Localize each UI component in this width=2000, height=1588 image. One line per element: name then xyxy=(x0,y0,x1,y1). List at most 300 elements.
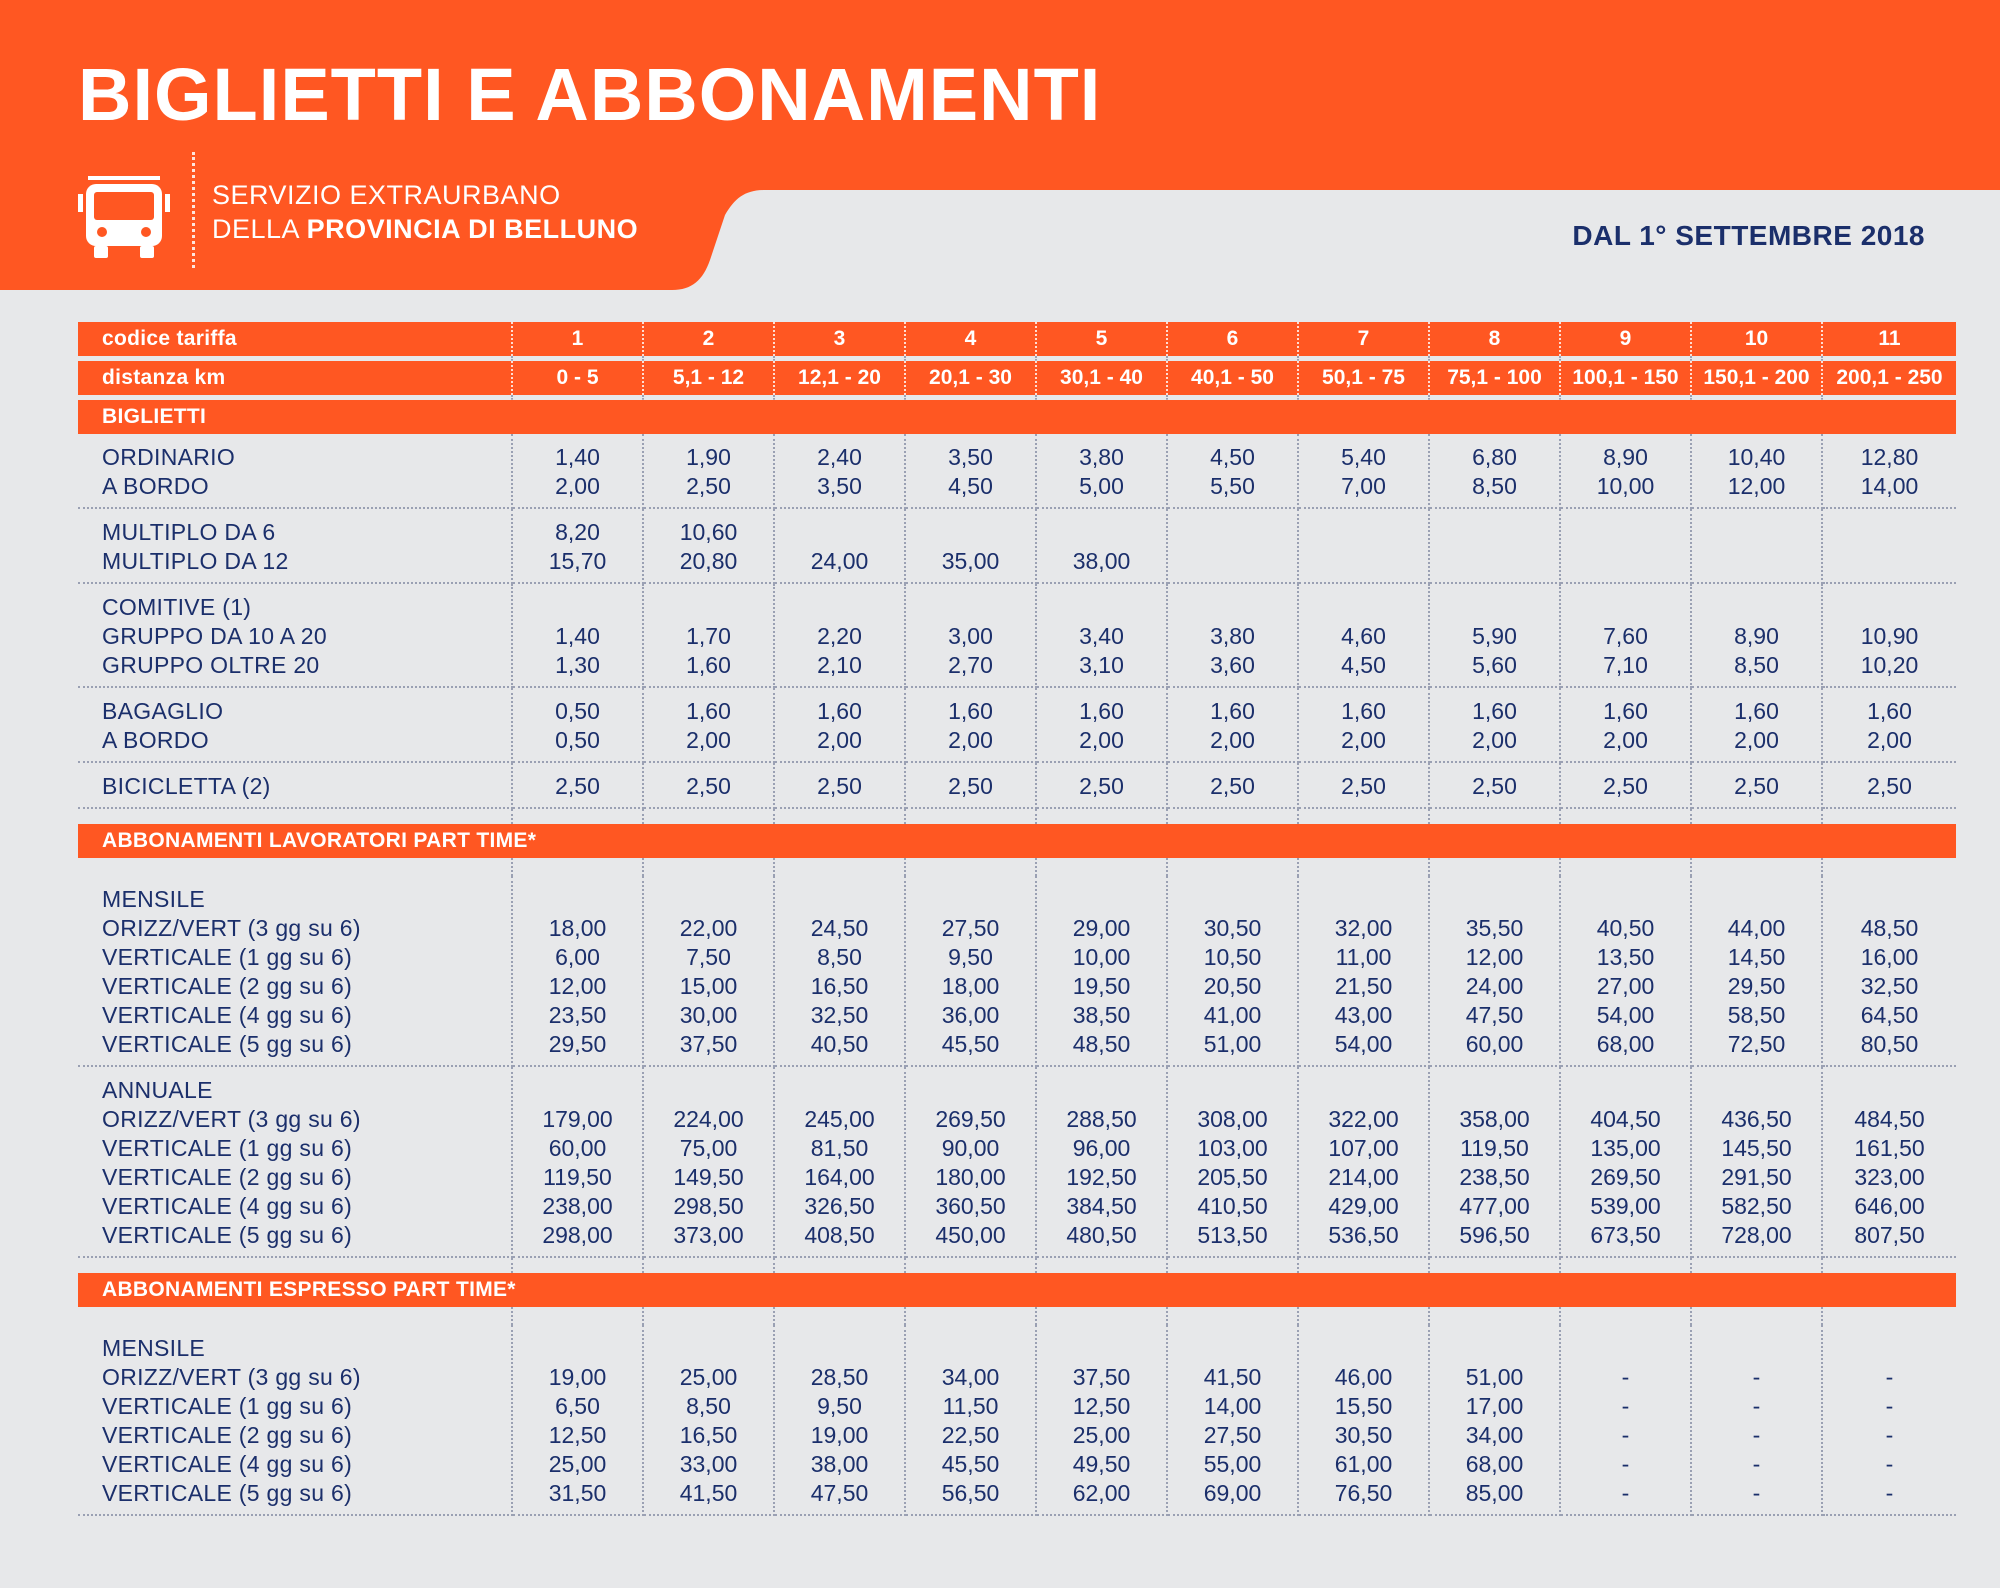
header-divider xyxy=(192,152,195,268)
spacer-cell xyxy=(78,858,512,876)
fare-value: 596,50 xyxy=(1459,1222,1530,1248)
spacer-cell xyxy=(905,858,1036,876)
spacer-cell xyxy=(1036,858,1167,876)
fare-value: 37,50 xyxy=(679,1031,738,1057)
spacer-cell xyxy=(643,1307,774,1325)
header-cell: 3 xyxy=(774,322,905,356)
fare-value: 2,50 xyxy=(1734,773,1779,799)
section-header xyxy=(78,824,1956,858)
fare-value: 58,50 xyxy=(1727,1002,1786,1028)
fare-value: 2,50 xyxy=(555,773,600,799)
fare-value: 2,00 xyxy=(1603,727,1648,753)
fare-value-cell xyxy=(1298,508,1429,583)
fare-value: 47,50 xyxy=(810,1480,869,1506)
fare-value-cell xyxy=(643,1066,774,1257)
fare-value: 298,00 xyxy=(542,1222,613,1248)
fare-value: 2,20 xyxy=(817,623,862,649)
fare-value-cell xyxy=(1036,687,1167,762)
fare-value: - xyxy=(1752,1451,1761,1477)
service-subtitle xyxy=(212,178,638,246)
fare-value: 2,50 xyxy=(1472,773,1517,799)
fare-label: GRUPPO OLTRE 20 xyxy=(102,652,320,678)
spacer-cell xyxy=(1691,1307,1822,1325)
fare-value-cell xyxy=(643,1325,774,1515)
fare-value: 80,50 xyxy=(1860,1031,1919,1057)
header-cell: 0 - 5 xyxy=(512,361,643,395)
fare-value-cell xyxy=(1036,508,1167,583)
spacer-cell xyxy=(1691,808,1822,824)
fare-value: 2,00 xyxy=(686,727,731,753)
fare-value: 40,50 xyxy=(810,1031,869,1057)
fare-value-cell xyxy=(1560,762,1691,808)
spacer-row xyxy=(78,1257,1956,1273)
fare-value: 4,50 xyxy=(948,473,993,499)
fare-value-cell xyxy=(774,762,905,808)
fare-value-cell xyxy=(1691,508,1822,583)
fare-value: 807,50 xyxy=(1854,1222,1925,1248)
fare-value: 3,50 xyxy=(817,473,862,499)
fare-value-cell xyxy=(1036,1325,1167,1515)
fare-value: 29,00 xyxy=(1072,915,1131,941)
fare-value: - xyxy=(1752,1422,1761,1448)
fare-value: 25,00 xyxy=(1072,1422,1131,1448)
header-cell: 5 xyxy=(1036,322,1167,356)
fare-value: 15,50 xyxy=(1334,1393,1393,1419)
fare-value-cell xyxy=(1822,1066,1956,1257)
fare-value: 24,50 xyxy=(810,915,869,941)
header-cell: 200,1 - 250 xyxy=(1822,361,1956,395)
fare-value: 2,00 xyxy=(1472,727,1517,753)
spacer-cell xyxy=(1298,1257,1429,1273)
fare-value: 16,50 xyxy=(810,973,869,999)
fare-value: 10,90 xyxy=(1860,623,1919,649)
fare-value-cell xyxy=(1560,1066,1691,1257)
fare-value: 1,60 xyxy=(1472,698,1517,724)
fare-value: 3,00 xyxy=(948,623,993,649)
fare-value: 20,80 xyxy=(679,548,738,574)
fare-value: 484,50 xyxy=(1854,1106,1925,1132)
header-cell: 100,1 - 150 xyxy=(1560,361,1691,395)
fare-value: 646,00 xyxy=(1854,1193,1925,1219)
fare-value-cell xyxy=(1822,434,1956,508)
fare-value: 19,00 xyxy=(810,1422,869,1448)
fare-value: 38,00 xyxy=(1072,548,1131,574)
fare-value: 48,50 xyxy=(1072,1031,1131,1057)
fare-value: 673,50 xyxy=(1590,1222,1661,1248)
fare-label: VERTICALE (5 gg su 6) xyxy=(102,1222,353,1248)
fare-label: VERTICALE (4 gg su 6) xyxy=(102,1451,353,1477)
fare-value-cell xyxy=(1429,583,1560,687)
fare-value: 10,00 xyxy=(1596,473,1655,499)
fare-value-cell xyxy=(1429,876,1560,1066)
fare-value: 161,50 xyxy=(1854,1135,1925,1161)
spacer-cell xyxy=(512,808,643,824)
spacer-cell xyxy=(905,808,1036,824)
spacer-cell xyxy=(774,858,905,876)
fare-value: 8,90 xyxy=(1734,623,1779,649)
fare-value: 1,60 xyxy=(686,652,731,678)
fare-value: 55,00 xyxy=(1203,1451,1262,1477)
fare-value: 179,00 xyxy=(542,1106,613,1132)
fare-value: 68,00 xyxy=(1596,1031,1655,1057)
fare-value: 40,50 xyxy=(1596,915,1655,941)
spacer-cell xyxy=(1298,808,1429,824)
header-cell: 10 xyxy=(1691,322,1822,356)
fare-value: 17,00 xyxy=(1465,1393,1524,1419)
fare-value-cell xyxy=(512,434,643,508)
fare-value: 10,20 xyxy=(1860,652,1919,678)
fare-block-row xyxy=(78,762,1956,808)
spacer-cell xyxy=(78,808,512,824)
fare-value: 44,00 xyxy=(1727,915,1786,941)
fare-value: 41,50 xyxy=(1203,1364,1262,1390)
fare-value: 404,50 xyxy=(1590,1106,1661,1132)
fare-value-cell xyxy=(1167,583,1298,687)
fare-value: 3,80 xyxy=(1210,623,1255,649)
fare-value: - xyxy=(1621,1393,1630,1419)
fare-value: 135,00 xyxy=(1590,1135,1661,1161)
fare-value: 22,00 xyxy=(679,915,738,941)
fare-value-cell xyxy=(905,1066,1036,1257)
fare-value: 18,00 xyxy=(941,973,1000,999)
fare-value: 61,00 xyxy=(1334,1451,1393,1477)
fare-value-cell xyxy=(774,1066,905,1257)
fare-label: MULTIPLO DA 12 xyxy=(102,548,289,574)
fare-value: 19,00 xyxy=(548,1364,607,1390)
fare-label: COMITIVE (1) xyxy=(102,594,252,620)
fare-label: VERTICALE (1 gg su 6) xyxy=(102,944,353,970)
fare-value-cell xyxy=(905,508,1036,583)
fare-label-cell xyxy=(78,434,512,508)
spacer-cell xyxy=(78,1307,512,1325)
fare-value: 56,50 xyxy=(941,1480,1000,1506)
fare-label: A BORDO xyxy=(102,727,209,753)
spacer-cell xyxy=(1560,1257,1691,1273)
fare-value-cell xyxy=(512,1325,643,1515)
spacer-cell xyxy=(1036,1257,1167,1273)
fare-value: 269,50 xyxy=(935,1106,1006,1132)
fare-value: 13,50 xyxy=(1596,944,1655,970)
fare-value: 19,50 xyxy=(1072,973,1131,999)
fare-value: 34,00 xyxy=(941,1364,1000,1390)
fare-value: 2,50 xyxy=(686,473,731,499)
fare-value: 38,50 xyxy=(1072,1002,1131,1028)
fare-value: 2,00 xyxy=(948,727,993,753)
header-cell: 50,1 - 75 xyxy=(1298,361,1429,395)
spacer-cell xyxy=(1167,858,1298,876)
fare-value-cell xyxy=(1822,508,1956,583)
fare-value: 8,50 xyxy=(686,1393,731,1419)
header-cell: 20,1 - 30 xyxy=(905,361,1036,395)
fare-value-cell xyxy=(1691,434,1822,508)
fare-value: 2,50 xyxy=(1603,773,1648,799)
fare-value: 0,50 xyxy=(555,698,600,724)
fare-value: 6,80 xyxy=(1472,444,1517,470)
fare-value: 43,00 xyxy=(1334,1002,1393,1028)
fare-value: 41,00 xyxy=(1203,1002,1262,1028)
fare-value-cell xyxy=(1167,1325,1298,1515)
fare-label: BAGAGLIO xyxy=(102,698,224,724)
fare-label-cell xyxy=(78,687,512,762)
fare-value: 9,50 xyxy=(817,1393,862,1419)
fare-value: 15,00 xyxy=(679,973,738,999)
header-cell: 4 xyxy=(905,322,1036,356)
spacer-cell xyxy=(1429,1257,1560,1273)
fare-value: 5,40 xyxy=(1341,444,1386,470)
fare-value: - xyxy=(1752,1480,1761,1506)
fare-value: 14,00 xyxy=(1860,473,1919,499)
fare-value-cell xyxy=(643,876,774,1066)
spacer-row xyxy=(78,1307,1956,1325)
fare-value-cell xyxy=(774,876,905,1066)
fare-value-cell xyxy=(1167,687,1298,762)
fare-block-row xyxy=(78,508,1956,583)
spacer-row xyxy=(78,858,1956,876)
fare-value: - xyxy=(1621,1451,1630,1477)
fare-value: 8,20 xyxy=(555,519,600,545)
fare-value: 2,70 xyxy=(948,652,993,678)
fare-value-cell xyxy=(512,1066,643,1257)
fare-value: 298,50 xyxy=(673,1193,744,1219)
fare-value: 60,00 xyxy=(1465,1031,1524,1057)
fare-value-cell xyxy=(643,583,774,687)
fare-value-cell xyxy=(1560,876,1691,1066)
fare-value: - xyxy=(1621,1480,1630,1506)
fare-value: 0,50 xyxy=(555,727,600,753)
fare-value: 8,50 xyxy=(1734,652,1779,678)
fare-value: 29,50 xyxy=(1727,973,1786,999)
fare-value: 35,50 xyxy=(1465,915,1524,941)
spacer-cell xyxy=(1298,1307,1429,1325)
fare-label: VERTICALE (1 gg su 6) xyxy=(102,1135,353,1161)
fare-value: 145,50 xyxy=(1721,1135,1792,1161)
fare-value-cell xyxy=(1036,1066,1167,1257)
fare-value-cell xyxy=(1429,434,1560,508)
fare-value-cell xyxy=(1298,1066,1429,1257)
fare-value: 37,50 xyxy=(1072,1364,1131,1390)
fare-value-cell xyxy=(1298,1325,1429,1515)
fare-value: 326,50 xyxy=(804,1193,875,1219)
header-label: distanza km xyxy=(78,361,512,395)
fare-value-cell xyxy=(905,434,1036,508)
fare-value-cell xyxy=(905,583,1036,687)
fare-value: 2,00 xyxy=(1734,727,1779,753)
fare-value: 96,00 xyxy=(1072,1135,1131,1161)
fare-value: 2,50 xyxy=(1210,773,1255,799)
header-cell: 40,1 - 50 xyxy=(1167,361,1298,395)
fare-value: 54,00 xyxy=(1334,1031,1393,1057)
fare-label: ORDINARIO xyxy=(102,444,236,470)
fare-value: 5,60 xyxy=(1472,652,1517,678)
fare-value-cell xyxy=(905,687,1036,762)
fare-value: 1,60 xyxy=(1341,698,1386,724)
fare-value: 69,00 xyxy=(1203,1480,1262,1506)
spacer-cell xyxy=(643,858,774,876)
fare-value: 16,00 xyxy=(1860,944,1919,970)
fare-block-row xyxy=(78,687,1956,762)
fare-label: ANNUALE xyxy=(102,1077,213,1103)
header-cell: 75,1 - 100 xyxy=(1429,361,1560,395)
fare-value: 1,60 xyxy=(948,698,993,724)
fare-value: 214,00 xyxy=(1328,1164,1399,1190)
fare-value-cell xyxy=(643,434,774,508)
fare-value: 384,50 xyxy=(1066,1193,1137,1219)
fare-value: 2,50 xyxy=(948,773,993,799)
fare-value: 2,50 xyxy=(686,773,731,799)
fare-value: 119,50 xyxy=(1460,1135,1529,1161)
fare-label-cell xyxy=(78,762,512,808)
fare-value: 2,00 xyxy=(1867,727,1912,753)
section-title: ABBONAMENTI ESPRESSO PART TIME* xyxy=(78,1273,1956,1307)
spacer-cell xyxy=(512,858,643,876)
fare-value: 291,50 xyxy=(1721,1164,1792,1190)
fare-value: 1,90 xyxy=(686,444,731,470)
fare-value-cell xyxy=(1691,1066,1822,1257)
spacer-cell xyxy=(1036,1307,1167,1325)
fare-value-cell xyxy=(1429,762,1560,808)
fare-value-cell xyxy=(1691,876,1822,1066)
spacer-cell xyxy=(1167,1307,1298,1325)
fare-value: 7,10 xyxy=(1603,652,1648,678)
spacer-cell xyxy=(1691,858,1822,876)
fare-value: 1,60 xyxy=(1734,698,1779,724)
fare-label: MENSILE xyxy=(102,1335,206,1361)
fare-value: 5,50 xyxy=(1210,473,1255,499)
fare-value: 180,00 xyxy=(935,1164,1006,1190)
fare-value: - xyxy=(1621,1422,1630,1448)
header-row-distance xyxy=(78,361,1956,395)
fare-value: 1,60 xyxy=(1079,698,1124,724)
fare-value: 72,50 xyxy=(1727,1031,1786,1057)
fare-value-cell xyxy=(1167,508,1298,583)
fare-value: 2,00 xyxy=(1210,727,1255,753)
fare-label-cell xyxy=(78,508,512,583)
fare-value: 5,90 xyxy=(1472,623,1517,649)
fare-value-cell xyxy=(1429,687,1560,762)
fare-label: A BORDO xyxy=(102,473,209,499)
fare-value-cell xyxy=(774,583,905,687)
fare-value: 12,00 xyxy=(548,973,607,999)
fare-value: 1,60 xyxy=(817,698,862,724)
fare-value-cell xyxy=(643,508,774,583)
fare-value-cell xyxy=(905,876,1036,1066)
fare-value: 27,50 xyxy=(1203,1422,1262,1448)
fare-value-cell xyxy=(512,762,643,808)
fare-value: 28,50 xyxy=(810,1364,869,1390)
fare-value: 2,00 xyxy=(817,727,862,753)
fare-value: 20,50 xyxy=(1203,973,1262,999)
fare-block-row xyxy=(78,583,1956,687)
fare-value: 205,50 xyxy=(1197,1164,1268,1190)
fare-value: - xyxy=(1752,1393,1761,1419)
fare-value: 75,00 xyxy=(679,1135,738,1161)
fare-value-cell xyxy=(1822,583,1956,687)
bus-icon xyxy=(76,170,172,266)
fare-value-cell xyxy=(1167,434,1298,508)
fare-label: MENSILE xyxy=(102,886,206,912)
fare-value: 24,00 xyxy=(1465,973,1524,999)
fare-label: ORIZZ/VERT (3 gg su 6) xyxy=(102,1364,361,1390)
fare-value: - xyxy=(1752,1364,1761,1390)
fare-value: 10,60 xyxy=(679,519,738,545)
fare-value: 477,00 xyxy=(1459,1193,1530,1219)
fare-value: - xyxy=(1885,1422,1894,1448)
fare-value-cell xyxy=(1822,876,1956,1066)
fare-value: 1,70 xyxy=(686,623,731,649)
fare-value-cell xyxy=(774,508,905,583)
fare-value: 7,60 xyxy=(1603,623,1648,649)
fare-block-row xyxy=(78,1325,1956,1515)
validity-date: DAL 1° SETTEMBRE 2018 xyxy=(1572,220,1925,251)
fare-value: 192,50 xyxy=(1066,1164,1137,1190)
fare-value: 21,50 xyxy=(1334,973,1393,999)
fare-value: 27,00 xyxy=(1596,973,1655,999)
fare-value: 51,00 xyxy=(1203,1031,1262,1057)
fare-value: 46,00 xyxy=(1334,1364,1393,1390)
fare-value-cell xyxy=(1429,1325,1560,1515)
fare-value: 15,70 xyxy=(548,548,607,574)
spacer-cell xyxy=(1429,1307,1560,1325)
fare-value-cell xyxy=(1691,583,1822,687)
header-cell: 2 xyxy=(643,322,774,356)
fare-value: 81,50 xyxy=(810,1135,869,1161)
fare-value: 23,50 xyxy=(548,1002,607,1028)
fare-value: 12,80 xyxy=(1860,444,1919,470)
subtitle-line2-bold: PROVINCIA DI BELLUNO xyxy=(306,214,639,244)
header-cell: 30,1 - 40 xyxy=(1036,361,1167,395)
fare-value: 35,00 xyxy=(941,548,1000,574)
header-cell: 1 xyxy=(512,322,643,356)
fare-label: VERTICALE (4 gg su 6) xyxy=(102,1002,353,1028)
spacer-cell xyxy=(1822,1257,1956,1273)
fare-value-cell xyxy=(1298,876,1429,1066)
fare-value: 450,00 xyxy=(935,1222,1006,1248)
spacer-cell xyxy=(512,1307,643,1325)
spacer-cell xyxy=(512,1257,643,1273)
fare-value: 8,50 xyxy=(1472,473,1517,499)
fare-value: 582,50 xyxy=(1721,1193,1792,1219)
fare-value-cell xyxy=(1036,434,1167,508)
fare-value: 25,00 xyxy=(679,1364,738,1390)
fare-block-row xyxy=(78,1066,1956,1257)
spacer-cell xyxy=(774,1257,905,1273)
fare-value: 30,00 xyxy=(679,1002,738,1028)
fare-value: 2,40 xyxy=(817,444,862,470)
fare-value: 54,00 xyxy=(1596,1002,1655,1028)
spacer-row xyxy=(78,808,1956,824)
fare-value: 2,50 xyxy=(1341,773,1386,799)
fare-value: 5,00 xyxy=(1079,473,1124,499)
fare-value: 7,50 xyxy=(686,944,731,970)
fare-value: 269,50 xyxy=(1590,1164,1661,1190)
fare-value: 25,00 xyxy=(548,1451,607,1477)
fare-value-cell xyxy=(1822,1325,1956,1515)
fare-value-cell xyxy=(512,876,643,1066)
fare-value: 323,00 xyxy=(1854,1164,1925,1190)
fare-value: 32,50 xyxy=(810,1002,869,1028)
section-title: ABBONAMENTI LAVORATORI PART TIME* xyxy=(78,824,1956,858)
fare-value: 27,50 xyxy=(941,915,1000,941)
fare-block-row xyxy=(78,434,1956,508)
fare-value: 1,60 xyxy=(1603,698,1648,724)
fare-value: 29,50 xyxy=(548,1031,607,1057)
spacer-cell xyxy=(643,808,774,824)
header-row-code xyxy=(78,322,1956,356)
fare-value-cell xyxy=(643,687,774,762)
fare-value: 41,50 xyxy=(679,1480,738,1506)
fare-value: 34,00 xyxy=(1465,1422,1524,1448)
fare-value-cell xyxy=(512,508,643,583)
